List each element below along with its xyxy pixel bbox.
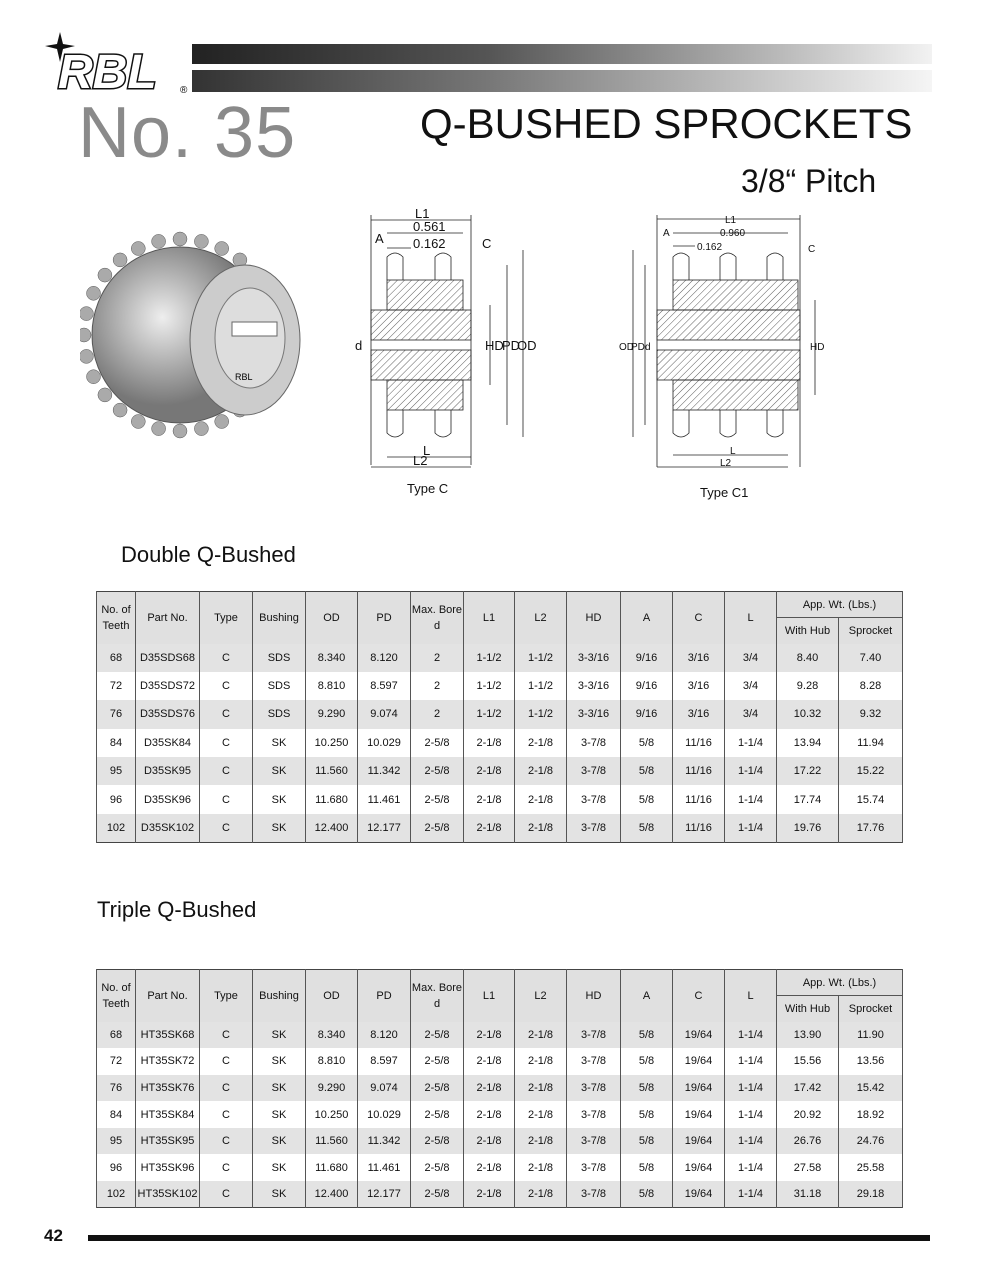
table-cell: 8.340	[306, 1022, 358, 1049]
table-cell: 15.56	[777, 1048, 839, 1075]
table-cell: HT35SK102	[136, 1181, 200, 1208]
table-cell: 2-5/8	[411, 785, 464, 813]
table-cell: HT35SK95	[136, 1128, 200, 1155]
triple-q-bushed-table	[96, 969, 903, 1208]
table-cell: 5/8	[621, 1075, 673, 1102]
table-cell: 102	[97, 1181, 136, 1208]
table-cell: 11.90	[839, 1022, 903, 1049]
table-cell: 12.400	[306, 814, 358, 842]
svg-text:L2: L2	[413, 453, 428, 468]
table-cell: 2-1/8	[515, 729, 567, 757]
table-cell: SK	[253, 1048, 306, 1075]
table-cell: C	[200, 644, 253, 672]
svg-text:HD: HD	[485, 338, 504, 353]
table-cell: 3-7/8	[567, 729, 621, 757]
svg-text:0.561: 0.561	[413, 219, 446, 234]
table-cell: 2-1/8	[515, 1022, 567, 1049]
table-cell: 3/16	[673, 644, 725, 672]
svg-text:RBL: RBL	[235, 372, 253, 382]
table-cell: 25.58	[839, 1154, 903, 1181]
table-cell: 9/16	[621, 700, 673, 728]
table-cell: 17.22	[777, 757, 839, 785]
table-cell: 18.92	[839, 1101, 903, 1128]
table-cell: 2-1/8	[515, 1181, 567, 1208]
table-cell: 13.94	[777, 729, 839, 757]
table-cell: 1-1/4	[725, 1022, 777, 1049]
svg-text:PD: PD	[502, 338, 521, 353]
table-cell: 1-1/4	[725, 1128, 777, 1155]
table-cell: SDS	[253, 644, 306, 672]
table-cell: C	[200, 700, 253, 728]
table-cell: 3/4	[725, 700, 777, 728]
table-cell: 2-1/8	[464, 1022, 515, 1049]
svg-text:A: A	[375, 231, 384, 246]
column-header: Max. Bore d	[411, 592, 464, 644]
header-gradient-bar	[192, 44, 932, 64]
table-row	[97, 1022, 903, 1049]
table-cell: 24.76	[839, 1128, 903, 1155]
svg-text:L2: L2	[720, 458, 732, 469]
table-cell: C	[200, 1101, 253, 1128]
rbl-logo	[40, 30, 200, 100]
table-cell: SK	[253, 1101, 306, 1128]
table-cell: 11.342	[358, 1128, 411, 1155]
table-cell: HT35SK84	[136, 1101, 200, 1128]
table-cell: 2-1/8	[464, 1101, 515, 1128]
column-header: HD	[567, 592, 621, 644]
table-cell: 2-5/8	[411, 1048, 464, 1075]
table-cell: 9.074	[358, 1075, 411, 1102]
table-cell: D35SDS68	[136, 644, 200, 672]
column-header: Part No.	[136, 592, 200, 644]
column-header: With Hub	[777, 996, 839, 1022]
table-cell: 3-7/8	[567, 814, 621, 842]
svg-text:L1: L1	[415, 206, 430, 221]
table-cell: C	[200, 785, 253, 813]
table-cell: 11.680	[306, 1154, 358, 1181]
column-header: L2	[515, 592, 567, 644]
table-cell: 1-1/2	[515, 644, 567, 672]
table-cell: D35SK96	[136, 785, 200, 813]
table-cell: 2-1/8	[515, 1154, 567, 1181]
table-row	[97, 1048, 903, 1075]
column-header-weight: App. Wt. (Lbs.)	[777, 970, 903, 996]
table-cell: 5/8	[621, 814, 673, 842]
table-cell: 2-1/8	[464, 757, 515, 785]
column-header: L1	[464, 592, 515, 644]
svg-text:A: A	[663, 228, 670, 239]
table-cell: 15.42	[839, 1075, 903, 1102]
svg-text:L1: L1	[725, 215, 737, 226]
table-row	[97, 814, 903, 842]
table-cell: D35SK102	[136, 814, 200, 842]
table-cell: 2-1/8	[515, 1128, 567, 1155]
table-cell: 8.810	[306, 1048, 358, 1075]
table-row	[97, 729, 903, 757]
table-cell: 11.461	[358, 1154, 411, 1181]
column-header: A	[621, 970, 673, 1022]
table-cell: C	[200, 1128, 253, 1155]
table-cell: 19/64	[673, 1181, 725, 1208]
table-cell: 5/8	[621, 1181, 673, 1208]
table-cell: HT35SK76	[136, 1075, 200, 1102]
table-cell: 19/64	[673, 1048, 725, 1075]
table-cell: 2	[411, 700, 464, 728]
table-cell: SK	[253, 1022, 306, 1049]
table-cell: D35SDS76	[136, 700, 200, 728]
table-cell: 19/64	[673, 1075, 725, 1102]
table-cell: 84	[97, 729, 136, 757]
column-header: L	[725, 592, 777, 644]
column-header: Part No.	[136, 970, 200, 1022]
table-cell: 3-7/8	[567, 1154, 621, 1181]
table-cell: HT35SK72	[136, 1048, 200, 1075]
table-cell: 1-1/2	[515, 672, 567, 700]
table-cell: 11.342	[358, 757, 411, 785]
table-cell: C	[200, 1022, 253, 1049]
table-cell: 102	[97, 814, 136, 842]
table-cell: 13.90	[777, 1022, 839, 1049]
table-cell: 8.28	[839, 672, 903, 700]
table-cell: 19/64	[673, 1128, 725, 1155]
table-cell: C	[200, 757, 253, 785]
table-cell: 12.177	[358, 1181, 411, 1208]
table-cell: 1-1/2	[464, 644, 515, 672]
table-cell: HT35SK96	[136, 1154, 200, 1181]
table-cell: 72	[97, 1048, 136, 1075]
table-cell: 2-5/8	[411, 1181, 464, 1208]
column-header: Max. Bore d	[411, 970, 464, 1022]
section-title-double: Double Q-Bushed	[121, 542, 296, 567]
sprocket-photo	[80, 230, 310, 440]
column-header: Sprocket	[839, 618, 903, 644]
table-row	[97, 1181, 903, 1208]
svg-text:OD: OD	[517, 338, 537, 353]
table-cell: 2-1/8	[464, 814, 515, 842]
table-cell: 29.18	[839, 1181, 903, 1208]
table-cell: D35SK95	[136, 757, 200, 785]
table-cell: 11.461	[358, 785, 411, 813]
table-cell: C	[200, 1048, 253, 1075]
table-cell: 8.120	[358, 1022, 411, 1049]
table-cell: 12.177	[358, 814, 411, 842]
column-header: Type	[200, 592, 253, 644]
section-title-triple: Triple Q-Bushed	[97, 897, 257, 922]
svg-text:d: d	[645, 342, 651, 353]
svg-text:0.162: 0.162	[697, 242, 723, 253]
table-cell: 10.029	[358, 1101, 411, 1128]
table-cell: 19/64	[673, 1154, 725, 1181]
svg-text:0.960: 0.960	[720, 228, 746, 239]
table-cell: 2	[411, 644, 464, 672]
column-header: OD	[306, 592, 358, 644]
table-cell: SK	[253, 785, 306, 813]
table-cell: 3/4	[725, 672, 777, 700]
column-header: L2	[515, 970, 567, 1022]
table-cell: SK	[253, 1128, 306, 1155]
table-cell: 3-7/8	[567, 785, 621, 813]
table-row	[97, 1154, 903, 1181]
table-cell: 19/64	[673, 1101, 725, 1128]
table-cell: SK	[253, 729, 306, 757]
table-cell: SK	[253, 1154, 306, 1181]
table-row	[97, 785, 903, 813]
table-cell: 8.810	[306, 672, 358, 700]
table-row	[97, 700, 903, 728]
table-cell: 3-7/8	[567, 1101, 621, 1128]
table-cell: 5/8	[621, 729, 673, 757]
table-cell: 1-1/4	[725, 785, 777, 813]
column-header: L	[725, 970, 777, 1022]
table-cell: 9/16	[621, 672, 673, 700]
table-cell: SK	[253, 757, 306, 785]
table-cell: 2-1/8	[515, 814, 567, 842]
column-header: PD	[358, 970, 411, 1022]
table-cell: 84	[97, 1101, 136, 1128]
column-header: L1	[464, 970, 515, 1022]
svg-text:d: d	[355, 338, 363, 353]
footer-rule	[88, 1235, 930, 1241]
column-header: No. of Teeth	[97, 592, 136, 644]
table-cell: 68	[97, 644, 136, 672]
double-q-bushed-table	[96, 591, 903, 843]
column-header: Sprocket	[839, 996, 903, 1022]
table-cell: 5/8	[621, 1154, 673, 1181]
table-cell: 11.680	[306, 785, 358, 813]
table-cell: 3-7/8	[567, 757, 621, 785]
table-cell: 1-1/4	[725, 1154, 777, 1181]
table-cell: 1-1/4	[725, 757, 777, 785]
table-cell: 19.76	[777, 814, 839, 842]
series-number: No. 35	[78, 93, 297, 173]
table-cell: 8.120	[358, 644, 411, 672]
column-header: C	[673, 592, 725, 644]
table-cell: 26.76	[777, 1128, 839, 1155]
svg-text:Type C1: Type C1	[700, 485, 749, 500]
table-cell: 2-1/8	[515, 757, 567, 785]
table-cell: 5/8	[621, 1048, 673, 1075]
table-cell: 2-1/8	[464, 729, 515, 757]
column-header-weight: App. Wt. (Lbs.)	[777, 592, 903, 618]
page-title: Q-BUSHED SPROCKETS	[420, 100, 913, 147]
column-header: A	[621, 592, 673, 644]
table-cell: 1-1/4	[725, 1048, 777, 1075]
table-cell: 95	[97, 1128, 136, 1155]
svg-text:OD: OD	[619, 342, 634, 353]
table-cell: C	[200, 1181, 253, 1208]
table-cell: 3-3/16	[567, 672, 621, 700]
column-header: With Hub	[777, 618, 839, 644]
table-cell: 1-1/2	[515, 700, 567, 728]
table-cell: 3-7/8	[567, 1128, 621, 1155]
table-cell: 11.560	[306, 1128, 358, 1155]
table-cell: 68	[97, 1022, 136, 1049]
table-cell: 2-1/8	[515, 785, 567, 813]
table-cell: C	[200, 729, 253, 757]
table-cell: 5/8	[621, 1101, 673, 1128]
table-cell: 9.32	[839, 700, 903, 728]
table-cell: HT35SK68	[136, 1022, 200, 1049]
table-cell: 15.74	[839, 785, 903, 813]
page-number: 42	[44, 1226, 63, 1245]
column-header: Bushing	[253, 592, 306, 644]
table-cell: 3/4	[725, 644, 777, 672]
table-cell: 20.92	[777, 1101, 839, 1128]
table-cell: 9.074	[358, 700, 411, 728]
table-cell: 9.28	[777, 672, 839, 700]
table-row	[97, 1075, 903, 1102]
table-cell: 11.94	[839, 729, 903, 757]
column-header: Bushing	[253, 970, 306, 1022]
table-cell: 9/16	[621, 644, 673, 672]
table-cell: 8.340	[306, 644, 358, 672]
table-cell: 2-1/8	[464, 1154, 515, 1181]
svg-text:HD: HD	[810, 342, 825, 353]
table-row	[97, 644, 903, 672]
table-cell: 3-7/8	[567, 1075, 621, 1102]
table-row	[97, 1128, 903, 1155]
header-gradient-bar	[192, 70, 932, 92]
pitch-label: 3/8“ Pitch	[741, 163, 877, 199]
table-cell: 15.22	[839, 757, 903, 785]
table-cell: 17.74	[777, 785, 839, 813]
table-cell: C	[200, 814, 253, 842]
table-cell: 1-1/2	[464, 700, 515, 728]
table-cell: 8.40	[777, 644, 839, 672]
table-cell: 2-5/8	[411, 1128, 464, 1155]
table-cell: 11/16	[673, 729, 725, 757]
table-cell: 17.42	[777, 1075, 839, 1102]
table-cell: SK	[253, 814, 306, 842]
table-cell: 96	[97, 785, 136, 813]
diagram-type-c	[345, 205, 545, 505]
table-cell: 2-5/8	[411, 814, 464, 842]
svg-text:L: L	[730, 446, 736, 457]
table-cell: SDS	[253, 700, 306, 728]
table-cell: 2-5/8	[411, 757, 464, 785]
svg-text:C: C	[808, 244, 816, 255]
table-cell: 13.56	[839, 1048, 903, 1075]
svg-text:PD: PD	[631, 342, 645, 353]
table-cell: 5/8	[621, 1022, 673, 1049]
table-cell: 10.250	[306, 729, 358, 757]
table-cell: 2-1/8	[515, 1075, 567, 1102]
table-cell: 1-1/4	[725, 1075, 777, 1102]
table-cell: 11/16	[673, 757, 725, 785]
table-cell: 1-1/4	[725, 729, 777, 757]
svg-text:L: L	[423, 443, 431, 458]
column-header: HD	[567, 970, 621, 1022]
table-cell: 2-1/8	[464, 1048, 515, 1075]
table-cell: 76	[97, 1075, 136, 1102]
table-cell: 19/64	[673, 1022, 725, 1049]
svg-text:0.162: 0.162	[413, 236, 446, 251]
column-header: PD	[358, 592, 411, 644]
table-cell: 5/8	[621, 757, 673, 785]
table-cell: D35SK84	[136, 729, 200, 757]
table-cell: 8.597	[358, 672, 411, 700]
table-cell: 10.029	[358, 729, 411, 757]
table-cell: 72	[97, 672, 136, 700]
table-cell: 2-1/8	[464, 1075, 515, 1102]
column-header: No. of Teeth	[97, 970, 136, 1022]
table-cell: C	[200, 1075, 253, 1102]
table-cell: 3-3/16	[567, 700, 621, 728]
table-cell: 17.76	[839, 814, 903, 842]
table-cell: 3-7/8	[567, 1022, 621, 1049]
svg-text:Type C: Type C	[407, 481, 449, 496]
table-row	[97, 757, 903, 785]
svg-text:®: ®	[180, 85, 188, 96]
table-cell: 2-1/8	[464, 785, 515, 813]
table-cell: 8.597	[358, 1048, 411, 1075]
table-cell: 9.290	[306, 1075, 358, 1102]
table-cell: 12.400	[306, 1181, 358, 1208]
table-cell: C	[200, 1154, 253, 1181]
table-cell: 2-1/8	[515, 1101, 567, 1128]
column-header: C	[673, 970, 725, 1022]
table-cell: D35SDS72	[136, 672, 200, 700]
table-cell: 9.290	[306, 700, 358, 728]
table-cell: 1-1/4	[725, 1181, 777, 1208]
table-cell: 31.18	[777, 1181, 839, 1208]
table-cell: 95	[97, 757, 136, 785]
table-cell: SK	[253, 1075, 306, 1102]
table-cell: 3-3/16	[567, 644, 621, 672]
table-cell: 96	[97, 1154, 136, 1181]
table-cell: SK	[253, 1181, 306, 1208]
table-cell: 11.560	[306, 757, 358, 785]
table-cell: 10.250	[306, 1101, 358, 1128]
table-cell: 5/8	[621, 1128, 673, 1155]
table-cell: 76	[97, 700, 136, 728]
table-cell: 27.58	[777, 1154, 839, 1181]
table-cell: 3/16	[673, 672, 725, 700]
table-cell: 2	[411, 672, 464, 700]
table-cell: 2-5/8	[411, 729, 464, 757]
table-cell: 5/8	[621, 785, 673, 813]
table-cell: 7.40	[839, 644, 903, 672]
svg-text:RBL: RBL	[58, 46, 157, 99]
table-cell: SDS	[253, 672, 306, 700]
table-row	[97, 1101, 903, 1128]
table-cell: C	[200, 672, 253, 700]
table-cell: 3-7/8	[567, 1048, 621, 1075]
table-cell: 2-1/8	[464, 1128, 515, 1155]
diagram-type-c1	[605, 205, 835, 505]
svg-text:C: C	[482, 236, 492, 251]
table-cell: 2-5/8	[411, 1101, 464, 1128]
table-cell: 1-1/4	[725, 814, 777, 842]
table-cell: 2-1/8	[464, 1181, 515, 1208]
table-cell: 3-7/8	[567, 1181, 621, 1208]
table-cell: 2-1/8	[515, 1048, 567, 1075]
table-cell: 1-1/2	[464, 672, 515, 700]
table-cell: 2-5/8	[411, 1075, 464, 1102]
table-cell: 2-5/8	[411, 1154, 464, 1181]
table-cell: 2-5/8	[411, 1022, 464, 1049]
table-cell: 11/16	[673, 814, 725, 842]
column-header: OD	[306, 970, 358, 1022]
table-cell: 10.32	[777, 700, 839, 728]
column-header: Type	[200, 970, 253, 1022]
table-cell: 11/16	[673, 785, 725, 813]
table-cell: 1-1/4	[725, 1101, 777, 1128]
table-row	[97, 672, 903, 700]
table-cell: 3/16	[673, 700, 725, 728]
